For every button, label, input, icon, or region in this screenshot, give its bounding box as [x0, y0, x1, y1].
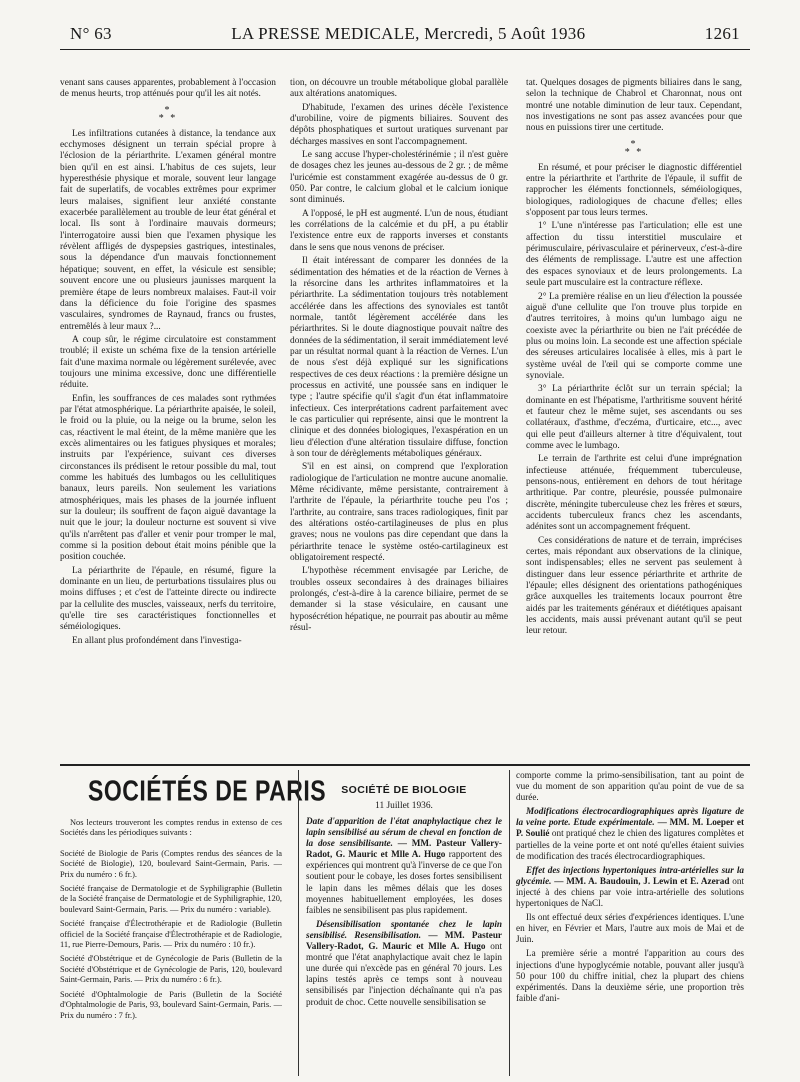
journal-entry: Société française d'Électrothérapie et de Radiologie (Bulletin officiel de la Société française d'Électrothérapie et de Radiologie, 11, rue Pierre-Demours, Paris. — Prix du numéro : 10 fr.).: [60, 919, 282, 950]
paragraph: S'il en est ainsi, on comprend que l'exploration radiologique de l'articulation ne montre aucune anomalie. Même récidivante, même persistante, contrairement à l'arthrite de l'épaule, la périarthrite touche peu l'os ; l'arthrite, au contraire, sans traces radiologiques, finit par des altérations ostéo-cartilagineuses de plus en plus graves; nous ne voulons pas dire cependant que dans la périarthrite tenace le système ostéo-cartilagineux est obligatoirement respecté.: [290, 462, 508, 564]
paragraph: Ils ont effectué deux séries d'expériences identiques. L'une en hiver, en Février et Mars, l'autre aux mois de Mai et de Juin.: [516, 912, 744, 945]
article-column-2: [290, 78, 508, 754]
paragraph: tion, on découvre un trouble métabolique global parallèle aux altérations anatomiques.: [290, 78, 508, 100]
paragraph: L'hypothèse récemment envisagée par Leriche, de troubles osseux secondaires à des drainages biliaires prolongés, c'est-à-dire à la carence biliaire, permet de se demander si la stase vésiculaire, en causant une hyposécrétion hépatique, ne pourrait pas aboutir au même résul-: [290, 566, 508, 634]
column-divider: [509, 770, 510, 1076]
societes-intro: Nos lecteurs trouveront les comptes rendus in extenso de ces Sociétés dans les périodiques suivants :: [60, 818, 282, 838]
societes-journals-list: [60, 818, 282, 1073]
session-date: 11 Juillet 1936.: [375, 801, 433, 811]
asterism: * * *: [624, 138, 644, 158]
communication: [516, 806, 744, 861]
biologie-column: [306, 816, 502, 1078]
communication-authors: — MM. Pasteur Vallery-Radot, G. Mauric et Mlle A. Hugo: [306, 838, 502, 860]
section-rule: [60, 764, 750, 766]
paragraph: Enfin, les souffrances de ces malades sont rythmées par l'état atmosphérique. La périarthrite apaisée, le soleil, le froid ou la pluie, ou la neige ou la brume, selon les cas, réactivent le mal éteint, de la même manière que les excès alimentaires ou les fatigues physiques et morales; instruits par l'expérience, suivant ces diverses circonstances ils prédisent le retour possible du mal, tout comme les habitués des lumbagos ou les cellulitiques banaux, leurs pareils. Non seulement les variations atmosphériques, mais les phases de la journée influent sur la douleur; ils souffrent de façon aiguë davantage la nuit que le jour; la douleur nocturne est souvent si vive qu'ils n'arrêtent pas d'aller et venir pour tromper le mal, comme si la position debout était moins pénible que la position couchée.: [60, 393, 276, 563]
communication-text: rapportent des expériences qui montrent qu'à l'inverse de ce que l'on soutient pour le cobaye, les doses fortes sensibilisent le lapin dans les mêmes délais que les doses moyennes habituellement employées, les doses faibles ne sensibilisent pas plus rapidement.: [306, 849, 502, 915]
communication-authors: — MM. Pasteur Vallery-Radot, G. Mauric et Mlle A. Hugo: [306, 929, 502, 952]
communication-authors: — MM. A. Baudouin, J. Lewin et E. Azerad: [554, 875, 730, 886]
paragraph: 3° La périarthrite éclôt sur un terrain spécial; la dominante en est l'hépatisme, l'arthritisme souvent hérité et fauteur chez le même sujet, ses ascendants ou ses collatéraux, d'asthme, d'eczéma, d'urticaire, etc..., avec qui elle peut d'ailleurs alterner à titre d'équivalent, tout comme avec le lumbago.: [526, 384, 742, 451]
paragraph: Le sang accuse l'hyper-cholestérinémie ; il n'est guère de dosages chez les jeunes au-dessous de 2 gr. ; de même l'uricémie est constamment exagérée au-dessus de 0 gr. 050. Par contre, le calcium global et le calcium ionique sont diminués.: [290, 150, 508, 206]
paragraph: tat. Quelques dosages de pigments biliaires dans le sang, selon la technique de Chabrol et Charonnat, nous ont montré une notable diminution de leur taux. Cependant, nos investigations ne sont pas assez avancées pour que nous en puissions tirer une certitude.: [526, 78, 742, 134]
paragraph: Ces considérations de nature et de terrain, imprécises certes, mais répondant aux observations de la clinique, sont indispensables; elles ne servent pas seulement à distinguer dans leur essence périarthrite et arthrite de l'épaule; elles désignent des orientations pathogéniques grâce auxquelles les traitements locaux pourront être aidés par les traitements généraux et diététiques apaisant les accidents, mais aussi prévenant autant qu'il se peut leur retour.: [526, 535, 742, 637]
communication: [306, 919, 502, 1008]
header-rule: [60, 49, 750, 50]
journal-title: LA PRESSE MEDICALE,: [231, 24, 420, 43]
communication-text: ont injecté à des chiens par voie intra-artérielle des solutions hypertoniques de NaCl.: [516, 875, 744, 909]
section-title-biologie: SOCIÉTÉ DE BIOLOGIE: [341, 784, 467, 796]
communication-title: Modifications électrocardiographiques après ligature de la veine porte. Etude expérimentale.: [516, 806, 744, 828]
issue-number: N° 63: [70, 24, 112, 43]
paragraph: La première série a montré l'apparition au cours des injections d'une hypoglycémie notable, pouvant aller jusqu'à 50 pour 100 du chiffre initial, chez la plupart des chiens expérimentés. Dans la deuxième série, une proportion très faible d'ani-: [516, 948, 744, 1003]
paragraph: A coup sûr, le régime circulatoire est constamment troublé; il existe un schéma fixe de la tension artérielle fait d'une maxima normale ou légèrement surélevée, avec toujours une minima excessive, donc une différentielle réduite.: [60, 334, 276, 391]
biologie-column-continued: [516, 770, 744, 1078]
paragraph: Les infiltrations cutanées à distance, la tendance aux ecchymoses désignent un terrain spécial propre à l'éclosion de la périarthrite. L'examen général montre bien qu'il en est ainsi. L'habitus de ces sujets, leur hyperesthésie physique et morale, souvent leur langage fait de superlatifs, de vocables extrêmes pour exprimer leurs malaises, signifient leur anxiété constante exacerbée parallèlement au trouble de leur état général et local. Ils sont à l'ordinaire mauvais dormeurs; l'interrogatoire aussi bien que l'examen physique les révèlent affligés de dyspepsies gastriques, intestinales, sous la dépendance d'un mauvais fonctionnement hépatique; souvent, en effet, la vésicule est sensible; souvent encore une ou plusieurs jaunisses marquent la première étape de leurs nombreux malaises. Faut-il voir dans la déficience du foie l'origine des spasmes vasculaires, syndromes de Raynaud, francs ou frustes, entremêlés à leur maux ?...: [60, 128, 276, 332]
communication: [516, 865, 744, 909]
paragraph: comporte comme la primo-sensibilisation, tant au point de vue du moment de son apparition qu'au point de vue de sa durée.: [516, 770, 744, 803]
page-number: 1261: [704, 24, 740, 43]
paragraph: D'habitude, l'examen des urines décèle l'existence d'urobiline, voire de pigments biliaires. Souvent des dépôts phosphatiques et surtout uratiques survenant par décharges massives en sont l'accompagnement.: [290, 102, 508, 147]
paragraph: En allant plus profondément dans l'investiga-: [72, 635, 242, 646]
communication-text: ont pratiqué chez le chien des ligatures complètes et partielles de la veine porte et ont noté qu'elles étaient suivies de modification des tracés électrocardiographiques.: [516, 828, 744, 861]
journal-title-line: [231, 24, 585, 44]
communication-text: ont montré que l'état anaphylactique avait chez le lapin une durée qui n'excède pas en général 70 jours. Les lapins testés après ce temps sont à nouveau sensibilisés par l'injection déchaînante qui n'a pas produit de choc. Cette nouvelle sensibilisation se: [306, 941, 502, 1007]
journal-entry: Société d'Ophtalmologie de Paris (Bulletin de la Société d'Ophtalmologie de Paris, 93, boulevard Saint-Germain, Paris. — Prix du numéro : 7 fr.).: [60, 989, 282, 1020]
communication-title: Date d'apparition de l'état anaphylactique chez le lapin sensibilisé au sérum de cheval en fonction de la dose sensibilisante.: [306, 816, 502, 849]
paragraph: 2° La première réalise en un lieu d'élection la poussée aiguë d'une cellulite que l'on trouve plus torpide en d'autres territoires, à moins qu'un lumbago aigu ne coexiste avec la périarthrite ou bien ne l'ait précédée de plus ou moins loin. La seconde est une affection spéciale des séreuses articulaires localisée à elles, mis à part le système uvéal de l'œil qui se comporte comme une synoviale.: [526, 291, 742, 381]
page-header: [70, 24, 740, 46]
communication-title: Désensibilisation spontanée chez le lapin sensibilisé. Resensibilisation.: [306, 918, 502, 940]
paragraph: Le terrain de l'arthrite est celui d'une imprégnation infectieuse atténuée, fréquemment tuberculeuse, pensons-nous, entièrement en dehors de tout héritage arthritique. Par contre, pleurésie, poussée pulmonaire discrète, méningite tuberculeuse chez les frères et sœurs, accidents tuberculeux francs chez les ascendants, adénites sont un accompagnement fréquent.: [526, 454, 742, 533]
paragraph: A l'opposé, le pH est augmenté. L'un de nous, étudiant les corrélations de la calcémie et du pH, a pu établir l'existence entre eux de rapports inverses et constants dans le sens que nous venons de préciser.: [290, 208, 508, 253]
paragraph: venant sans causes apparentes, probablement à l'occasion de menus heurts, trop atténués pour qu'il les ait notés.: [60, 78, 276, 100]
communication-authors: — MM. M. Loeper et P. Soulié: [516, 817, 744, 839]
issue-date: Mercredi, 5 Août 1936: [424, 24, 586, 43]
paragraph: La périarthrite de l'épaule, en résumé, figure la dominante en un lieu, de perturbations tissulaires plus ou moins diffuses ; et c'est de l'atteinte directe ou indirecte par la cellulite des muscles, vaisseaux, nerfs du territoire, qu'elle tire ses caractéristiques fonctionnelles et séméiologiques.: [60, 565, 276, 633]
column-divider: [298, 770, 299, 1076]
communication-title: Effet des injections hypertoniques intra-artérielles sur la glycémie.: [516, 864, 744, 886]
journal-entry: Société de Biologie de Paris (Comptes rendus des séances de la Société de Biologie), 120, boulevard Saint-Germain, Paris. — Prix du numéro : 6 fr.).: [60, 848, 282, 879]
paragraph: 1° L'une n'intéresse pas l'articulation; elle est une affection du tissu interstitiel musculaire et périmusculaire, périvasculaire et périnerveux, c'est-à-dire des éléments de remplissage. L'autre est une affection des espaces synoviaux et de leurs prolongements. La seule part musculaire est la contracture réflexe.: [526, 221, 742, 289]
communication: [306, 816, 502, 916]
journal-entry: Société française de Dermatologie et de Syphiligraphie (Bulletin de la Société française de Dermatologie et de Syphiligraphie, 120, boulevard Saint-Germain, Paris. — Prix du numéro : variable).: [60, 884, 282, 914]
asterism: * * *: [158, 104, 178, 124]
paragraph: Il était intéressant de comparer les données de la sédimentation des hématies et de la réaction de Vernes à la résorcine dans les arthrites inflammatoires et la périarthrite. La sédimentation toujours très notablement accélérée dans les affections des synoviales est tantôt normale, tantôt légèrement accélérée dans les périarthrites. Si le doute diagnostique pouvait naître des données de la sédimentation, il serait immédiatement levé par un résultat normal quant à la réaction de Vernes. L'un de nous s'est déjà expliqué sur les significations respectives de ces deux réactions : la première désigne un processus en activité, une poussée sans en indiquer le type ; l'autre spécifie qu'il s'agit d'un état inflammatoire infectieux. Ces interprétations cadrent parfaitement avec le cas particulier qui représente, ainsi que le montrent la clinique et des données biologiques, l'exaspération en un lieu d'élection d'une altération tissulaire diffuse, fonction à son tour de dérèglements métaboliques généraux.: [290, 256, 508, 459]
article-column-1: [60, 78, 276, 754]
paragraph: En résumé, et pour préciser le diagnostic différentiel entre la périarthrite et l'arthrite de l'épaule, il suffit de rapprocher les éléments fonctionnels, séméiologiques, biologiques, radiologiques de chacune d'elles; elles s'opposent par tous leurs termes.: [526, 162, 742, 219]
journal-entry: Société d'Obstétrique et de Gynécologie de Paris (Bulletin de la Société d'Obstétrique et de Gynécologie de Paris, 120, boulevard Saint-Germain, Paris. — Prix du numéro : 6 fr.).: [60, 954, 282, 985]
article-column-3: [526, 78, 742, 754]
section-title-societes: SOCIÉTÉS DE PARIS: [88, 774, 327, 807]
